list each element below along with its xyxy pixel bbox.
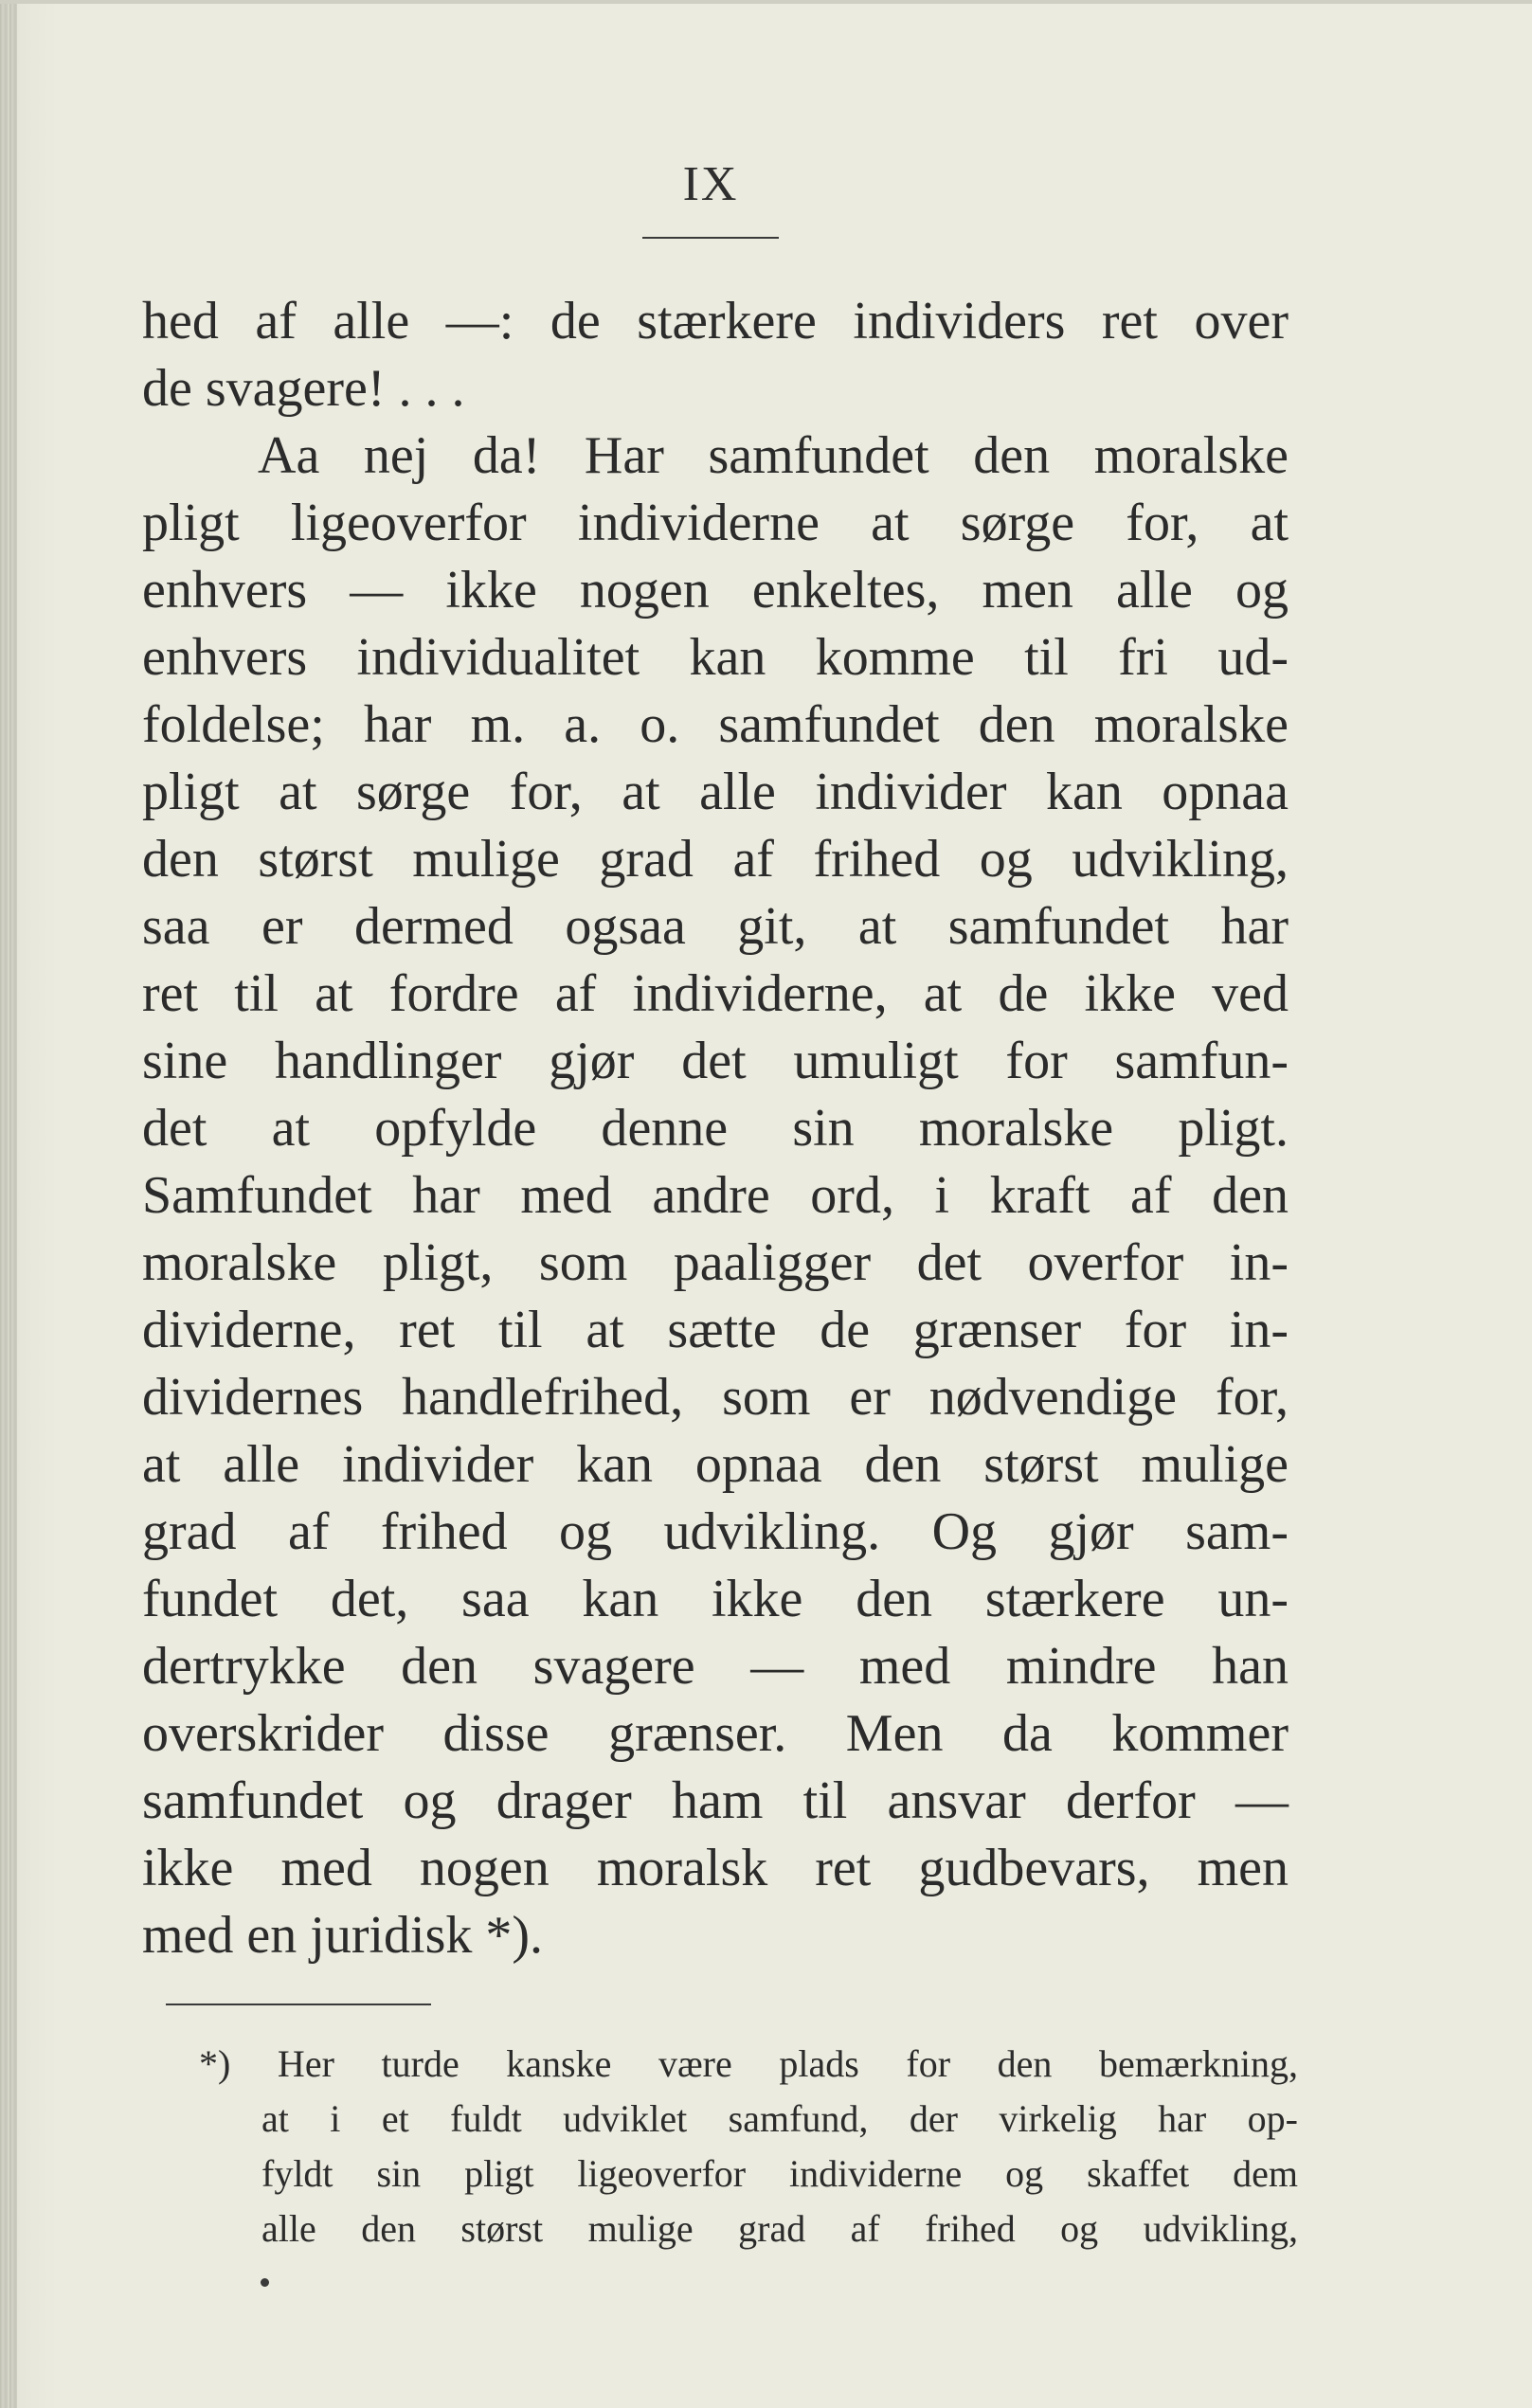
- body-line: dividerne, ret til at sætte de grænser for in-: [142, 1301, 1289, 1359]
- body-line: foldelse; har m. a. o. samfundet den moralske: [142, 695, 1289, 754]
- body-text: [142, 288, 1289, 1969]
- body-line: den størst mulige grad af frihed og udvikling,: [142, 830, 1289, 889]
- body-line: overskrider disse grænser. Men da kommer: [142, 1704, 1289, 1763]
- body-line: sine handlinger gjør det umuligt for samfun-: [142, 1032, 1289, 1090]
- body-line: moralske pligt, som paaligger det overfor in-: [142, 1233, 1289, 1292]
- body-line: det at opfylde denne sin moralske pligt.: [142, 1099, 1289, 1158]
- body-line: de svagere! . . .: [142, 359, 465, 418]
- body-line: enhvers individualitet kan komme til fri ud-: [142, 628, 1289, 687]
- footnote-line: at i et fuldt udviklet samfund, der virkelig har op-: [261, 2097, 1298, 2140]
- footnote-line: *) Her turde kanske være plads for den bemærkning,: [199, 2042, 1298, 2085]
- footnote-line: alle den størst mulige grad af frihed og udvikling,: [261, 2207, 1298, 2250]
- body-line: grad af frihed og udvikling. Og gjør sam-: [142, 1502, 1289, 1561]
- page-top-edge: [0, 0, 1532, 4]
- body-line: ikke med nogen moralsk ret gudbevars, men: [142, 1839, 1289, 1897]
- body-line: samfundet og drager ham til ansvar derfor —: [142, 1771, 1289, 1830]
- body-line: pligt at sørge for, at alle individer kan opnaa: [142, 763, 1289, 821]
- page-number-rule: [642, 237, 779, 239]
- body-line: hed af alle —: de stærkere individers ret over: [142, 292, 1289, 350]
- body-line: ret til at fordre af individerne, at de ikke ved: [142, 964, 1289, 1023]
- body-line: dividernes handlefrihed, som er nødvendige for,: [142, 1368, 1289, 1427]
- body-line: saa er dermed ogsaa git, at samfundet har: [142, 897, 1289, 956]
- footnote-rule: [166, 2004, 431, 2005]
- page-number: IX: [682, 157, 739, 211]
- body-line: pligt ligeoverfor individerne at sørge for, at: [142, 494, 1289, 552]
- body-line: at alle individer kan opnaa den størst mulige: [142, 1435, 1289, 1494]
- body-line: med en juridisk *).: [142, 1906, 544, 1965]
- body-line: Aa nej da! Har samfundet den moralske: [258, 426, 1289, 485]
- body-line: fundet det, saa kan ikke den stærkere un-: [142, 1570, 1289, 1628]
- body-line: dertrykke den svagere — med mindre han: [142, 1637, 1289, 1696]
- book-spine-edge: [0, 0, 17, 2408]
- body-line: enhvers — ikke nogen enkeltes, men alle og: [142, 561, 1289, 620]
- footnote: [199, 2037, 1298, 2256]
- body-line: Samfundet har med andre ord, i kraft af den: [142, 1166, 1289, 1225]
- ink-speck: [261, 2278, 269, 2287]
- footnote-line: fyldt sin pligt ligeoverfor individerne og skaffet dem: [261, 2152, 1298, 2195]
